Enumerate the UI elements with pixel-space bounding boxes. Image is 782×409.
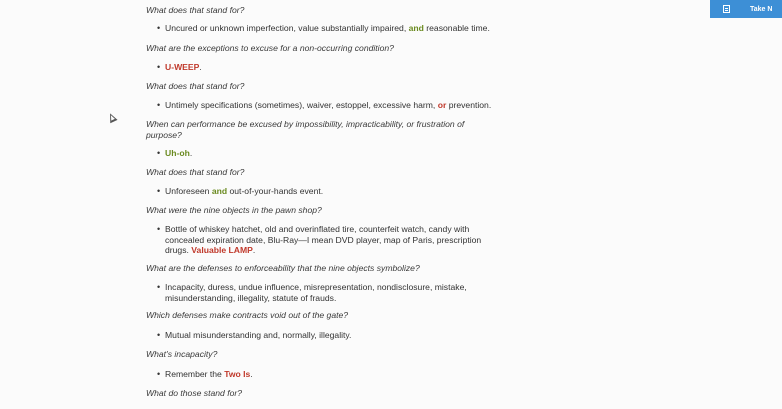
question-2: What are the exceptions to excuse for a non-occurring condition? (146, 43, 394, 53)
bullet-icon: • (157, 62, 161, 72)
answer-text (157, 330, 497, 341)
answer-8 (157, 330, 497, 341)
answer-segment: out-of-your-hands event. (227, 186, 324, 196)
answer-segment: Valuable LAMP (191, 245, 253, 256)
answer-segment: reasonable time. (423, 23, 490, 33)
answer-segment: Unforeseen (165, 186, 212, 196)
answer-7 (157, 282, 497, 303)
answer-segment: Uncured or unknown imperfection, value substantially impaired, (165, 23, 409, 33)
bullet-icon: • (157, 100, 161, 110)
answer-9 (157, 369, 497, 380)
answer-segment: Untimely specifications (sometimes), waiver, estoppel, excessive harm, (165, 100, 438, 110)
take-notes-button[interactable] (710, 0, 782, 18)
answer-6 (157, 224, 497, 256)
question-3: What does that stand for? (146, 81, 245, 91)
mouse-cursor-icon (106, 112, 117, 124)
answer-text (157, 369, 497, 380)
answer-1 (157, 23, 497, 34)
question-9: What's incapacity? (146, 349, 218, 359)
answer-segment: and (408, 23, 424, 33)
answer-segment: and (211, 186, 228, 196)
bullet-icon: • (157, 369, 161, 379)
take-notes-label: Take N (750, 5, 773, 13)
bullet-icon: • (157, 186, 161, 196)
answer-segment: or (437, 100, 447, 110)
answer-text (157, 282, 497, 303)
answer-segment: . (252, 245, 256, 256)
bullet-icon: • (157, 148, 161, 158)
bullet-icon: • (157, 23, 161, 33)
question-8: Which defenses make contracts void out of the gate? (146, 310, 349, 320)
answer-text (157, 23, 497, 34)
bullet-icon: • (157, 282, 161, 292)
answer-text (157, 62, 497, 73)
answer-segment: Bottle of whiskey hatchet, old and overinflated tire, counterfeit watch, candy with concealed expiration date, Blu-Ray—I mean DVD player, map of Paris, prescription drugs. (165, 224, 482, 256)
answer-segment: . (199, 62, 202, 72)
answer-segment: U-WEEP (165, 62, 200, 72)
question-6: What were the nine objects in the pawn shop? (146, 205, 322, 215)
question-7: What are the defenses to enforceability that the nine objects symbolize? (146, 263, 420, 273)
right-panel (702, 0, 782, 409)
answer-2 (157, 62, 497, 73)
answer-segment: Uh-oh (165, 148, 190, 158)
bullet-icon: • (157, 330, 161, 340)
answer-5 (157, 186, 497, 197)
answer-4 (157, 148, 497, 159)
answer-segment: Incapacity, duress, undue influence, misrepresentation, nondisclosure, mistake, misunderstanding, illegality, statute of frauds. (165, 282, 467, 303)
answer-segment: prevention. (446, 100, 492, 110)
answer-text (157, 100, 497, 111)
bullet-icon: • (157, 224, 161, 234)
question-5: What does that stand for? (146, 167, 245, 177)
answer-3 (157, 100, 497, 111)
answer-segment: Two Is (224, 369, 251, 379)
question-1: What does that stand for? (146, 5, 245, 15)
answer-segment: Remember the (165, 369, 225, 379)
question-4: When can performance be excused by impossibility, impracticability, or frustration of purpose? (146, 119, 465, 140)
answer-text (157, 224, 497, 256)
answer-segment: . (250, 369, 253, 379)
answer-text (157, 186, 497, 197)
answer-segment: . (189, 148, 193, 158)
answer-text (157, 148, 497, 159)
notes-icon (723, 5, 730, 13)
question-10: What do those stand for? (146, 388, 243, 398)
answer-segment: Mutual misunderstanding and, normally, illegality. (165, 330, 352, 340)
